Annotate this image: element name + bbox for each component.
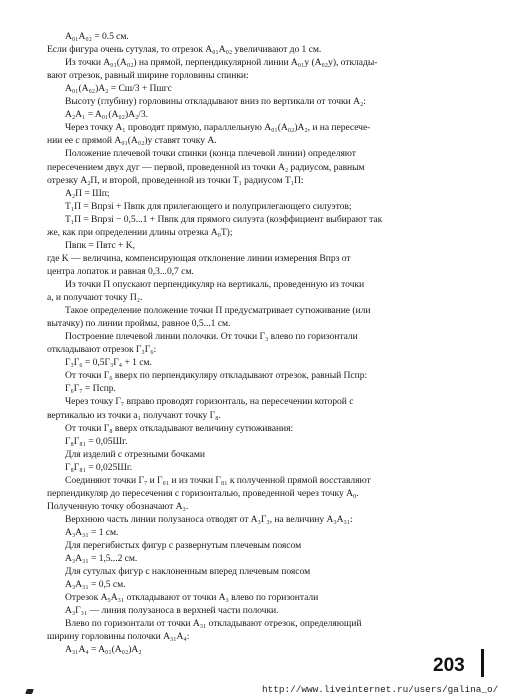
text-line: Из точки A₀₁(A₀₂) на прямой, перпендикулярной линии A₀₁y (A₀₂y), отклады- (65, 57, 378, 69)
text-line: Отрезок A₅A₃₁ откладывают от точки A₃ влево по горизонтали (65, 592, 319, 604)
text-line: Г₈Г₈₁ = 0,025Шг. (65, 461, 133, 473)
text-line: Г₃Г₆ = 0,5Г₃Г₄ + 1 см. (65, 357, 152, 369)
text-line: A₂П = Шп; (65, 187, 110, 199)
text-line: нии ее с прямой A₀₁(A₀₂)y ставят точку A. (47, 135, 217, 147)
text-line: a, и получают точку П₂. (47, 292, 143, 303)
text-line: Для сутулых фигур с наклоненным вперед плечевым поясом (65, 566, 311, 578)
text-line: Такое определение положение точки П предусматривает сутюживание (или (65, 305, 371, 317)
text-line: перпендикуляр до пересечения с горизонталью, проведенной через точку A₀. (47, 487, 359, 499)
text-line: ширину горловины полочки A₃₁A₄: (47, 631, 190, 643)
text-line: Построение плечевой линии полочки. От точки Г₃ влево по горизонтали (65, 331, 358, 343)
text-line: Высоту (глубину) горловины откладывают вниз по вертикали от точки A₂: (65, 96, 366, 108)
text-line: Через точку A₁ проводят прямую, параллельную A₀₁(A₀₂)A₂, и на пересече- (65, 122, 371, 134)
text-line: Г₆Г₇ = Пспр. (65, 383, 116, 395)
text-line: T₁П = Впрзi + Пвпк для прилегающего и полуприлегающего силуэтов; (65, 200, 352, 212)
text-line: Соединяют точки Г₇ и Г₀₁ и из точки Г₈₁ к полученной прямой восставляют (65, 474, 371, 486)
text-line: Пвпк = Пвтс + K, (65, 239, 135, 251)
text-line: A₃A₃₁ = 1 см. (65, 526, 119, 538)
text-line: вытачку) по линии проймы, равное 0,5...1 см. (47, 318, 231, 330)
text-line: A₃A₃₁ = 1,5...2 см. (65, 553, 138, 564)
text-line: отрезку A₂П, и второй, проведенной из точки T₁ радиусом T₁П: (47, 174, 304, 186)
scan-mark (25, 689, 34, 694)
text-line: Верхнюю часть линии полузаноса отводят от A₃Г₃, на величину A₃A₃₁: (65, 513, 353, 525)
text-line: пересечением двух дуг — первой, проведенной из точки A₂ радиусом, равным (47, 161, 365, 173)
text-line: A₀₁A₀₂ = 0.5 см. (65, 31, 129, 42)
text-line: A₃A₃₁ = 0,5 см. (65, 579, 126, 591)
text-line: Для перегибистых фигур с развернутым плечевым поясом (65, 540, 302, 551)
text-line: От точки Г₆ вверх по перпендикуляру откладывают отрезок, равный Пспр: (65, 370, 368, 382)
page-number: 203 (433, 655, 465, 676)
text-line: вертикалью из точки a₁ получают точку Г₈. (47, 409, 221, 421)
text-line: Г₈Г₈₁ = 0,05Шг. (65, 435, 128, 447)
text-line: Положение плечевой точки спинки (конца плечевой линии) определяют (65, 148, 356, 160)
text-line: A₀₁(A₀₂)A₂ = Сш/3 + Пшгс (65, 83, 172, 95)
text-line: A₃Г₃₁ — линия полузаноса в верхней части полочки. (65, 605, 279, 617)
text-line: где K — величина, компенсирующая отклонение линии измерения Впрз от (47, 252, 351, 264)
text-line: Если фигура очень сутулая, то отрезок A₀₁A₀₂ увеличивают до 1 см. (47, 44, 322, 55)
text-line: Полученную точку обозначают A₃. (47, 500, 189, 512)
text-line: же, как при определении длины отрезка A₀T); (47, 226, 233, 238)
text-line: Для изделий с отрезными бочками (65, 448, 205, 460)
text-line: Влево по горизонтали от точки A₃₁ откладывают отрезок, определяющий (65, 618, 362, 630)
text-line: откладывают отрезок Г₃Г₆: (47, 344, 157, 356)
source-url: http://www.liveinternet.ru/users/galina_o/ (262, 684, 499, 695)
text-line: T₁П = Впрзi − 0,5...1 + Пвпк для прямого силуэта (коэффициент выбирают так (65, 213, 383, 225)
text-line: A₂A₁ = A₀₁(A₀₂)A₂/3. (65, 109, 148, 121)
text-line: От точки Г₈ вверх откладывают величину сутюживания: (65, 422, 294, 434)
text-line: Через точку Г₇ вправо проводят горизонталь, на пересечении которой с (65, 396, 354, 408)
text-line: вают отрезок, равный ширине горловины спинки: (47, 70, 249, 82)
text-line: Из точки П опускают перпендикуляр на вертикаль, проведенную из точки (65, 279, 365, 290)
text-line: A₃₁A₄ = A₀₁(A₀₂)A₂ (65, 644, 142, 656)
page-number-bar (481, 649, 484, 677)
text-line: центра лопаток и равная 0,3...0,7 см. (47, 265, 194, 277)
